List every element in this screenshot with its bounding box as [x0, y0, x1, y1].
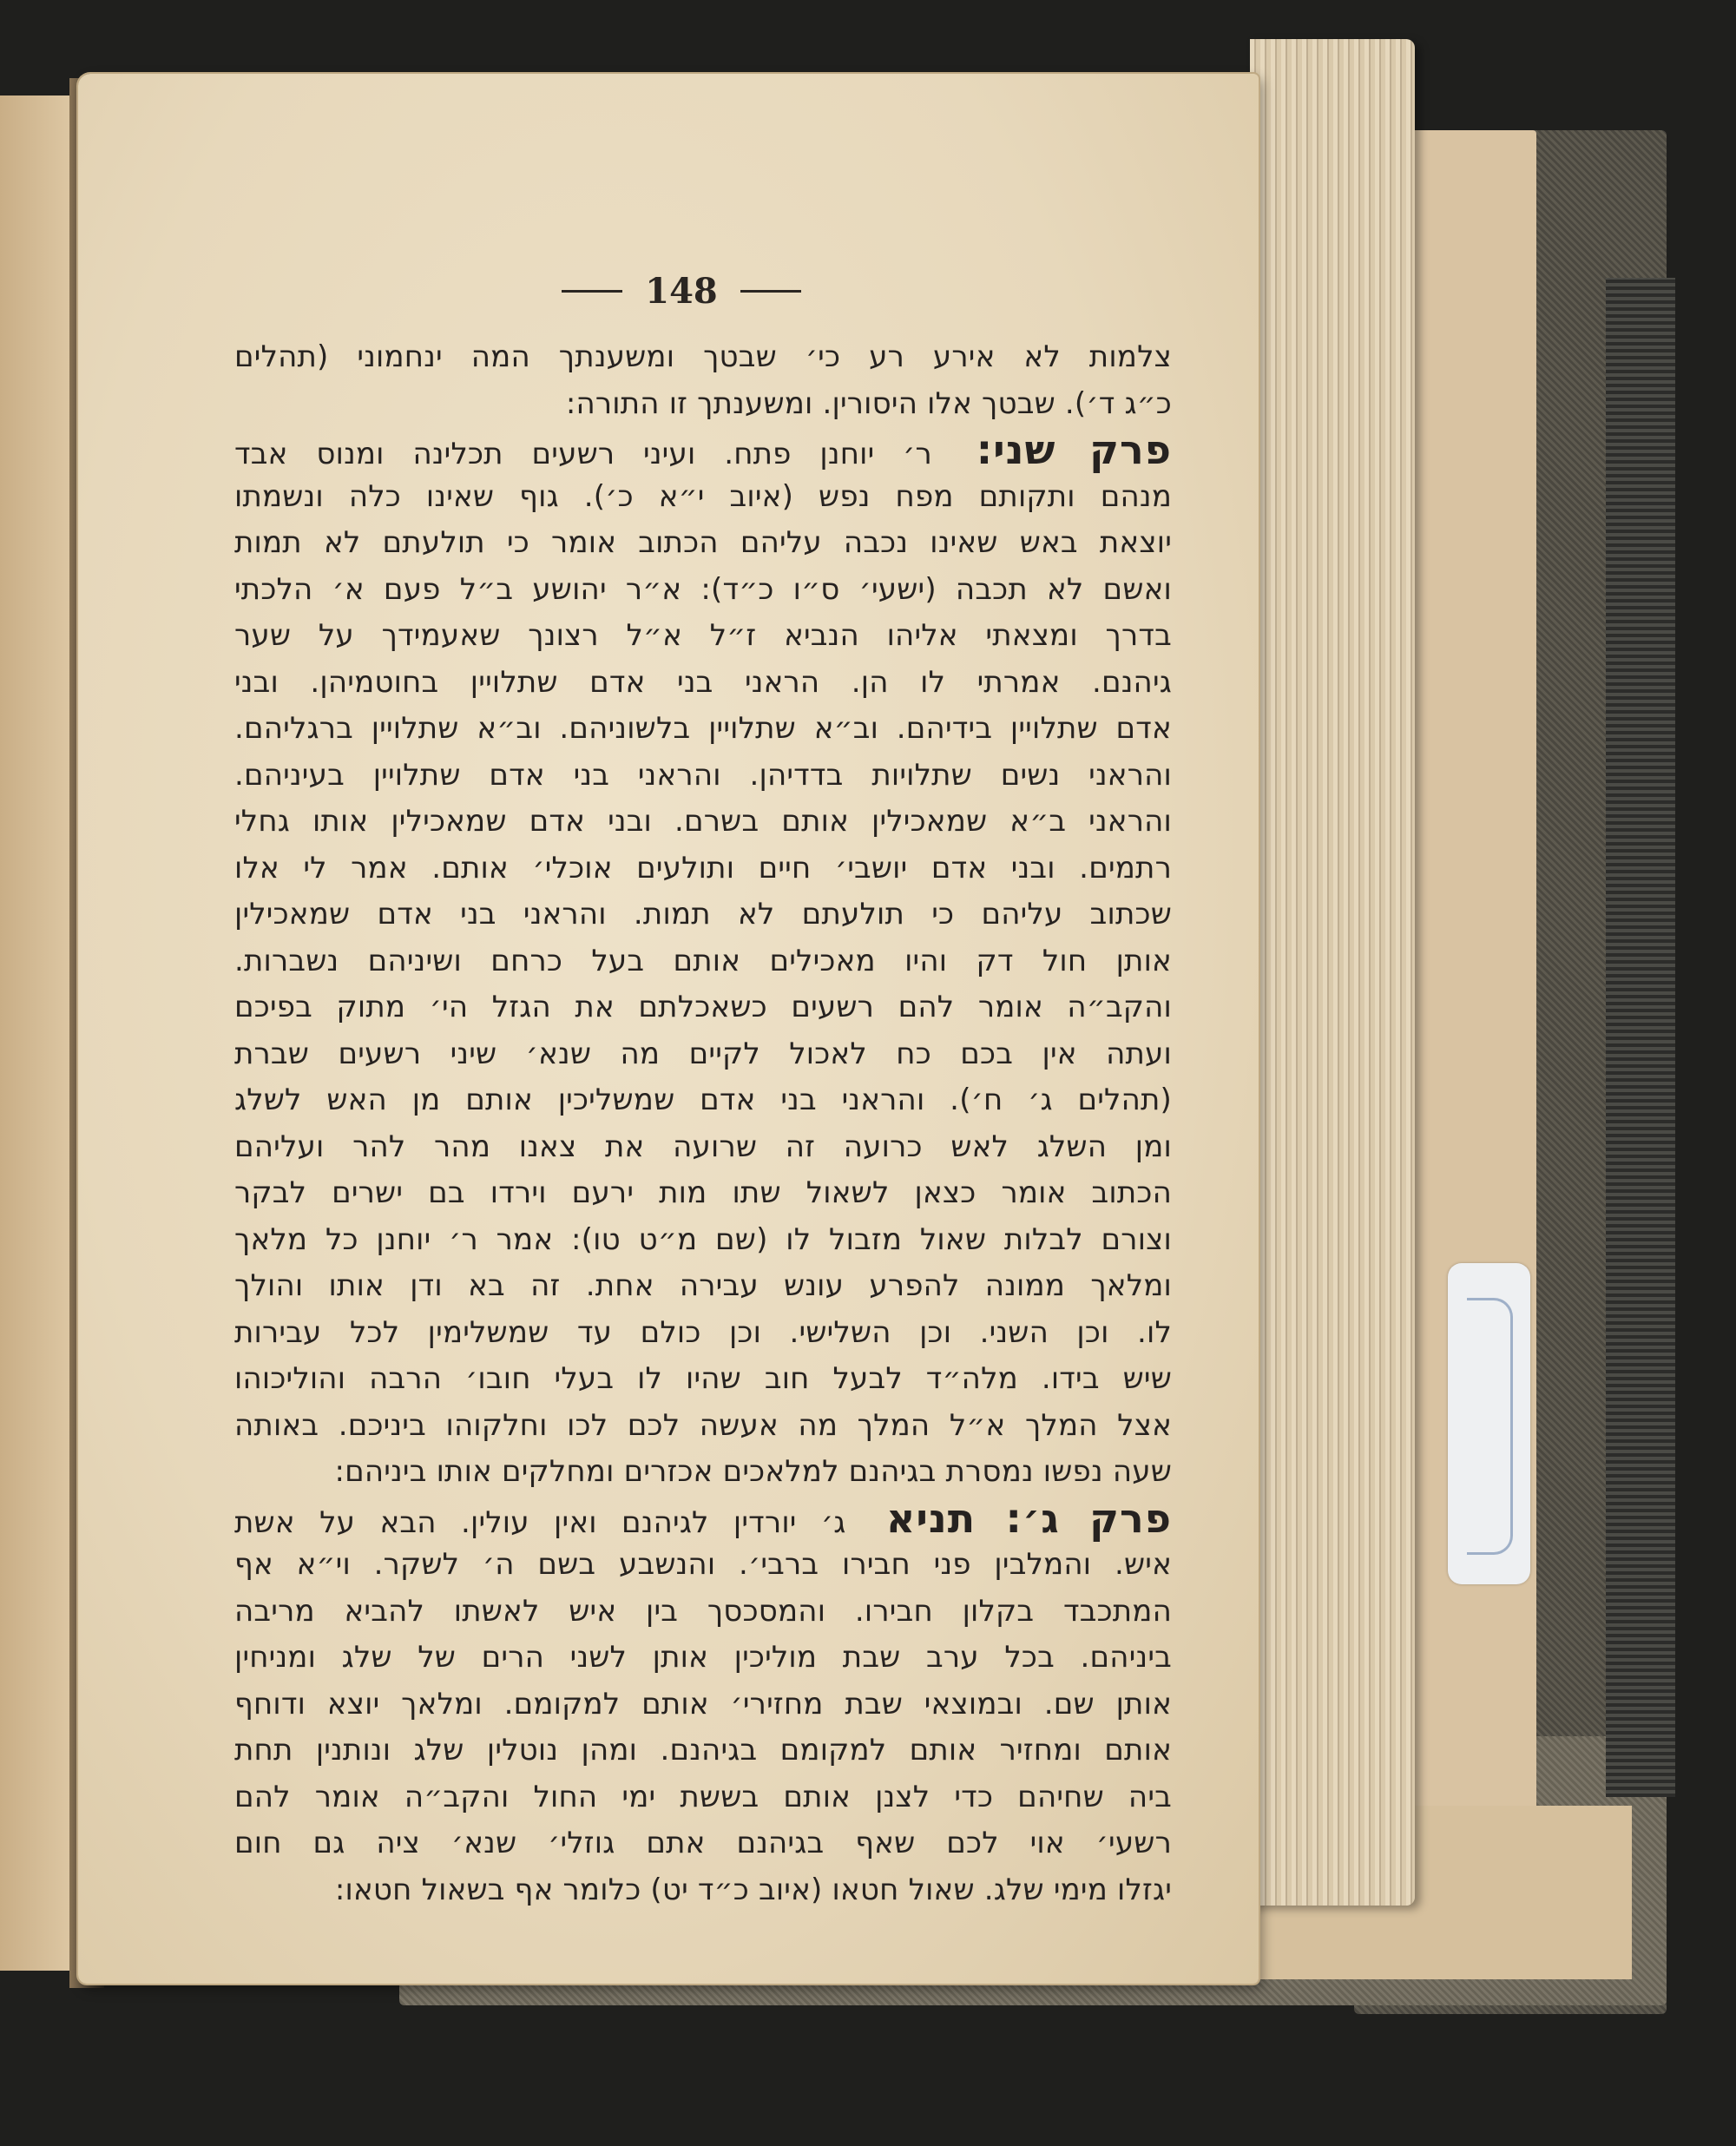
text-line: שכתוב עליהם כי תולעתם לא תמות. והראני בני אדם שמאכילין — [234, 897, 1172, 931]
text-line: המתכבד בקלון חבירו. והמסכסך בין איש לאשתו להביא מריבה — [234, 1593, 1172, 1629]
text-line-chapter-3 — [234, 1496, 1172, 1543]
text-line: ביה שחיהם כדי לצנן אותם בששת ימי החול והקב״ה אומר להם — [234, 1779, 1172, 1814]
text-line: ומלאך ממונה להפרע עונש עבירה אחת. זה בא ודן אותו והולך — [234, 1268, 1172, 1303]
text-line: צלמות לא אירע רע כי׳ שבטך ומשענתך המה ינחמוני (תהלים — [234, 339, 1172, 374]
page-stack-edges — [1250, 39, 1415, 1906]
text-line: בדרך ומצאתי אליהו הנביא ז״ל א״ל רצונך שאעמידך על שער — [234, 618, 1172, 653]
chapter-heading: פרק ג׳: תניא — [885, 1495, 1172, 1542]
text-line: והקב״ה אומר להם רשעים כשאכלתם את הגזל הי׳ מתוק בפיכם — [234, 990, 1172, 1024]
text-line: אותם ומחזיר אותם למקומם בגיהנם. ומהן נוטלין שלג ונותנין תחת — [234, 1733, 1172, 1767]
text-line: רשעי׳ אוי לכם שאף בגיהנם אתם גוזלי׳ שנא׳ ציה גם חום — [234, 1826, 1172, 1860]
header-rule-left — [562, 290, 622, 293]
header-rule-right — [740, 290, 801, 293]
text-line: והראני נשים שתלויות בדדיהן. והראני בני אדם שתלויין בעיניהם. — [234, 757, 1172, 793]
text-line: ואשם לא תכבה (ישעי׳ ס״ו כ״ד): א״ר יהושע ב״ל פעם א׳ הלכתי — [234, 571, 1172, 607]
text-line: לו. וכן השני. וכן השלישי. וכן כולם עד שמשלימין לכל עבירות — [234, 1314, 1172, 1350]
chapter-heading: פרק שני: — [976, 427, 1172, 473]
text-line: כ״ג ד׳). שבטך אלו היסורין. ומשענתך זו התורה: — [565, 385, 1172, 421]
text-line: אדם שתלויין בידיהם. וב״א שתלויין בלשוניהם. וב״א שתלויין ברגליהם. — [234, 711, 1172, 746]
book-page — [78, 74, 1259, 1984]
text-line: גיהנם. אמרתי לו הן. הראני בני אדם שתלויין בחוטמיהן. ובני — [234, 664, 1172, 700]
text-line-chapter-2 — [234, 427, 1172, 474]
text-line: רתמים. ובני אדם יושבי׳ חיים ותולעים אוכלי׳ אותם. אמר לי אלו — [234, 850, 1172, 885]
text-line: איש. והמלבין פני חבירו ברבי׳. והנשבע בשם ה׳ לשקר. וי״א אף — [234, 1547, 1172, 1582]
text-line: מנהם ותקותם מפח נפש (איוב י״א כ׳). גוף שאינו כלה ונשמתו — [234, 478, 1172, 514]
text-line: אותן חול דק והיו מאכילים אותם בעל כרחם ושיניהם נשברות. — [234, 943, 1172, 978]
main-text — [234, 334, 1172, 1913]
text-line: שיש בידו. מלה״ד לבעל חוב שהיו לו בעלי חובו׳ הרבה והוליכוהו — [234, 1361, 1172, 1396]
text-line: ביניהם. בכל ערב שבת מוליכין אותן לשני הרים של שלג ומניחין — [234, 1640, 1172, 1675]
text-line: ועתה אין בכם כח לאכול לקיים מה שנא׳ שיני רשעים שברת — [234, 1036, 1172, 1071]
text-line: וצורם לבלות שאול מזבול לו (שם מ״ט טו): אמר ר׳ יוחנן כל מלאך — [234, 1221, 1172, 1257]
text-line: שעה נפשו נמסרת בגיהנם למלאכים אכזרים ומחלקים אותו ביניהם: — [334, 1454, 1172, 1489]
text-line: (תהלים ג׳ ח׳). והראני בני אדם שמשליכין אותם מן האש לשלג — [234, 1083, 1172, 1117]
text-line: והראני ב״א שמאכילין אותם בשרם. ובני אדם שמאכילין אותו גחלי — [234, 804, 1172, 839]
page-number: 148 — [645, 270, 718, 312]
text-line: הכתוב אומר כצאן לשאול שתו מות ירעם וירדו בם ישרים לבקר — [234, 1175, 1172, 1210]
text-line: אצל המלך א״ל המלך מה אעשה לכם לכו וחלקוהו ביניכם. באותה — [234, 1407, 1172, 1443]
text-line: אותן שם. ובמוצאי שבת מחזירי׳ אותם למקומם. ומלאך יוצא ודוחף — [234, 1686, 1172, 1721]
text-line: יוצאת באש שאינו נכבה עליהם הכתוב אומר כי תולעתם לא תמות — [234, 525, 1172, 560]
text-line-content: ג׳ יורדין לגיהנם ואין עולין. הבא על אשת — [234, 1504, 846, 1540]
text-line-content: ר׳ יוחנן פתח. ועיני רשעים תכלינה ומנוס אבד — [234, 437, 932, 471]
binding-cloth-edge — [1606, 278, 1675, 1797]
library-slip — [1448, 1263, 1530, 1584]
text-line: יגזלו מימי שלג. שאול חטאו (איוב כ״ד יט) כלומר אף בשאול חטאו: — [334, 1872, 1172, 1907]
page-header — [538, 269, 825, 313]
text-line: ומן השלג לאש כרועה זה שרועה את צאנו מהר להר ועליהם — [234, 1129, 1172, 1164]
